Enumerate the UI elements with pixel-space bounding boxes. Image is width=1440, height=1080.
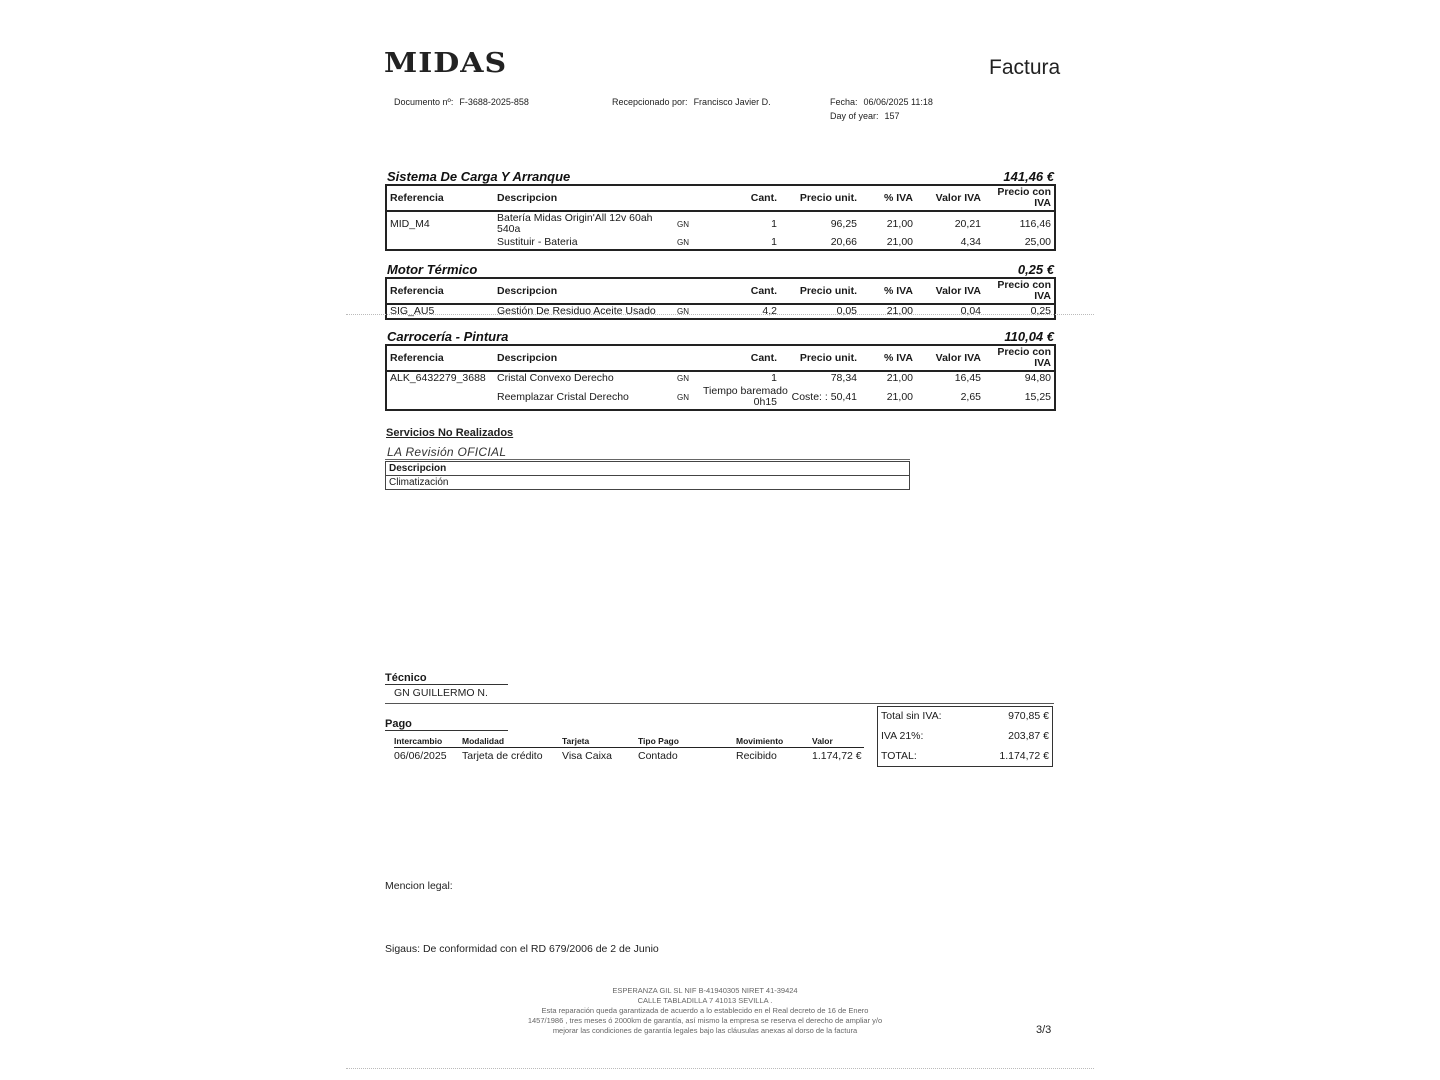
scan-line <box>346 314 1094 316</box>
table-header <box>386 185 1055 211</box>
list-item: Climatización <box>386 476 910 490</box>
payment-label: Pago <box>385 718 412 730</box>
table-row: MID_M4 Batería Midas Origin'All 12v 60ah 540a GN 1 96,25 21,00 20,21 116,46 <box>390 212 1051 235</box>
table-header: Intercambio Modalidad Tarjeta Tipo Pago Movimiento Valor <box>394 735 864 748</box>
totals-row: TOTAL: 1.174,72 € <box>881 749 1049 762</box>
invoice-date <box>830 97 933 107</box>
day-of-year-value: 157 <box>884 111 900 121</box>
page-number: 3/3 <box>1036 1024 1052 1036</box>
totals-row: IVA 21%: 203,87 € <box>881 729 1049 742</box>
section-total: 0,25 € <box>1017 262 1054 277</box>
document-number <box>394 97 529 107</box>
table-row: Sustituir - Bateria GN 1 20,66 21,00 4,34 25,00 <box>497 236 1051 248</box>
col-valor: Valor IVA <box>916 185 984 211</box>
official-review-title: LA Revisión OFICIAL <box>387 445 507 459</box>
table-header: Referencia Descripcion Cant. Precio unit. % IVA Valor IVA Precio con IVA <box>386 345 1055 371</box>
table-row: SIG_AU5 Gestión De Residuo Aceite Usado GN 4,2 0,05 21,00 0,04 0,25 <box>390 305 1051 317</box>
col-desc: Descripcion <box>494 185 674 211</box>
legal-mention: Mencion legal: <box>385 880 453 892</box>
totals-row: Total sin IVA: 970,85 € <box>881 710 1049 723</box>
not-performed-title: Servicios No Realizados <box>386 427 514 439</box>
payment-table <box>394 735 864 764</box>
technician-name: GN GUILLERMO N. <box>394 687 488 699</box>
section-total: 110,04 € <box>1004 329 1054 344</box>
received-by-value: Francisco Javier D. <box>693 97 771 107</box>
table-row: Reemplazar Cristal Derecho GN Tiempo baremado 0h15 Coste: : 50,41 21,00 2,65 15,25 <box>497 385 1051 408</box>
col-precio-con: Precio con IVA <box>984 185 1055 211</box>
section-items-table <box>385 184 1056 251</box>
section-title: Sistema De Carga Y Arranque <box>387 169 571 184</box>
col-desc: Descripcion <box>386 462 910 476</box>
col-precio: Precio unit. <box>780 185 860 211</box>
received-by <box>612 97 771 107</box>
not-performed-table <box>385 461 910 490</box>
col-iva: % IVA <box>860 185 916 211</box>
col-ref: Referencia <box>386 185 494 211</box>
received-by-label: Recepcionado por: <box>612 97 688 107</box>
section-total: 141,46 € <box>1003 169 1054 184</box>
day-of-year-label: Day of year: <box>830 111 879 121</box>
table-header: Referencia Descripcion Cant. Precio unit. % IVA Valor IVA Precio con IVA <box>386 278 1055 304</box>
technician-label: Técnico <box>385 672 427 684</box>
col-cant: Cant. <box>700 185 780 211</box>
sigaus-note: Sigaus: De conformidad con el RD 679/2006 de 2 de Junio <box>385 943 659 955</box>
day-of-year <box>830 111 900 121</box>
section-title: Carrocería - Pintura <box>387 329 509 344</box>
section-items-table <box>385 344 1056 411</box>
totals-box <box>877 706 1053 767</box>
scan-line <box>346 1068 1094 1070</box>
section-title: Motor Térmico <box>387 262 478 277</box>
table-row: ALK_6432279_3688 Cristal Convexo Derecho GN 1 78,34 21,00 16,45 94,80 <box>390 372 1051 384</box>
footer-company-info: ESPERANZA GIL SL NIF B-41940305 NIRET 41-39424 CALLE TABLADILLA 7 41013 SEVILLA . Esta reparación queda garantizada de acuerdo a lo establecido en el Real decreto de 16 de Enero 1457/1986 , tres meses ó 2000km de garantía, así mismo la empresa se reserva el derecho de ampliar y/o mejorar las condiciones de garantía legales bajo las cláusulas anexas al dorso de la factura <box>527 986 883 1035</box>
document-number-label: Documento nº: <box>394 97 454 107</box>
invoice-date-label: Fecha: <box>830 97 858 107</box>
midas-logo: MIDAS <box>384 47 508 80</box>
invoice-date-value: 06/06/2025 11:18 <box>863 97 933 107</box>
document-number-value: F-3688-2025-858 <box>459 97 529 107</box>
table-row: 06/06/2025 Tarjeta de crédito Visa Caixa Contado Recibido 1.174,72 € <box>394 750 862 762</box>
document-title: Factura <box>989 56 1061 79</box>
